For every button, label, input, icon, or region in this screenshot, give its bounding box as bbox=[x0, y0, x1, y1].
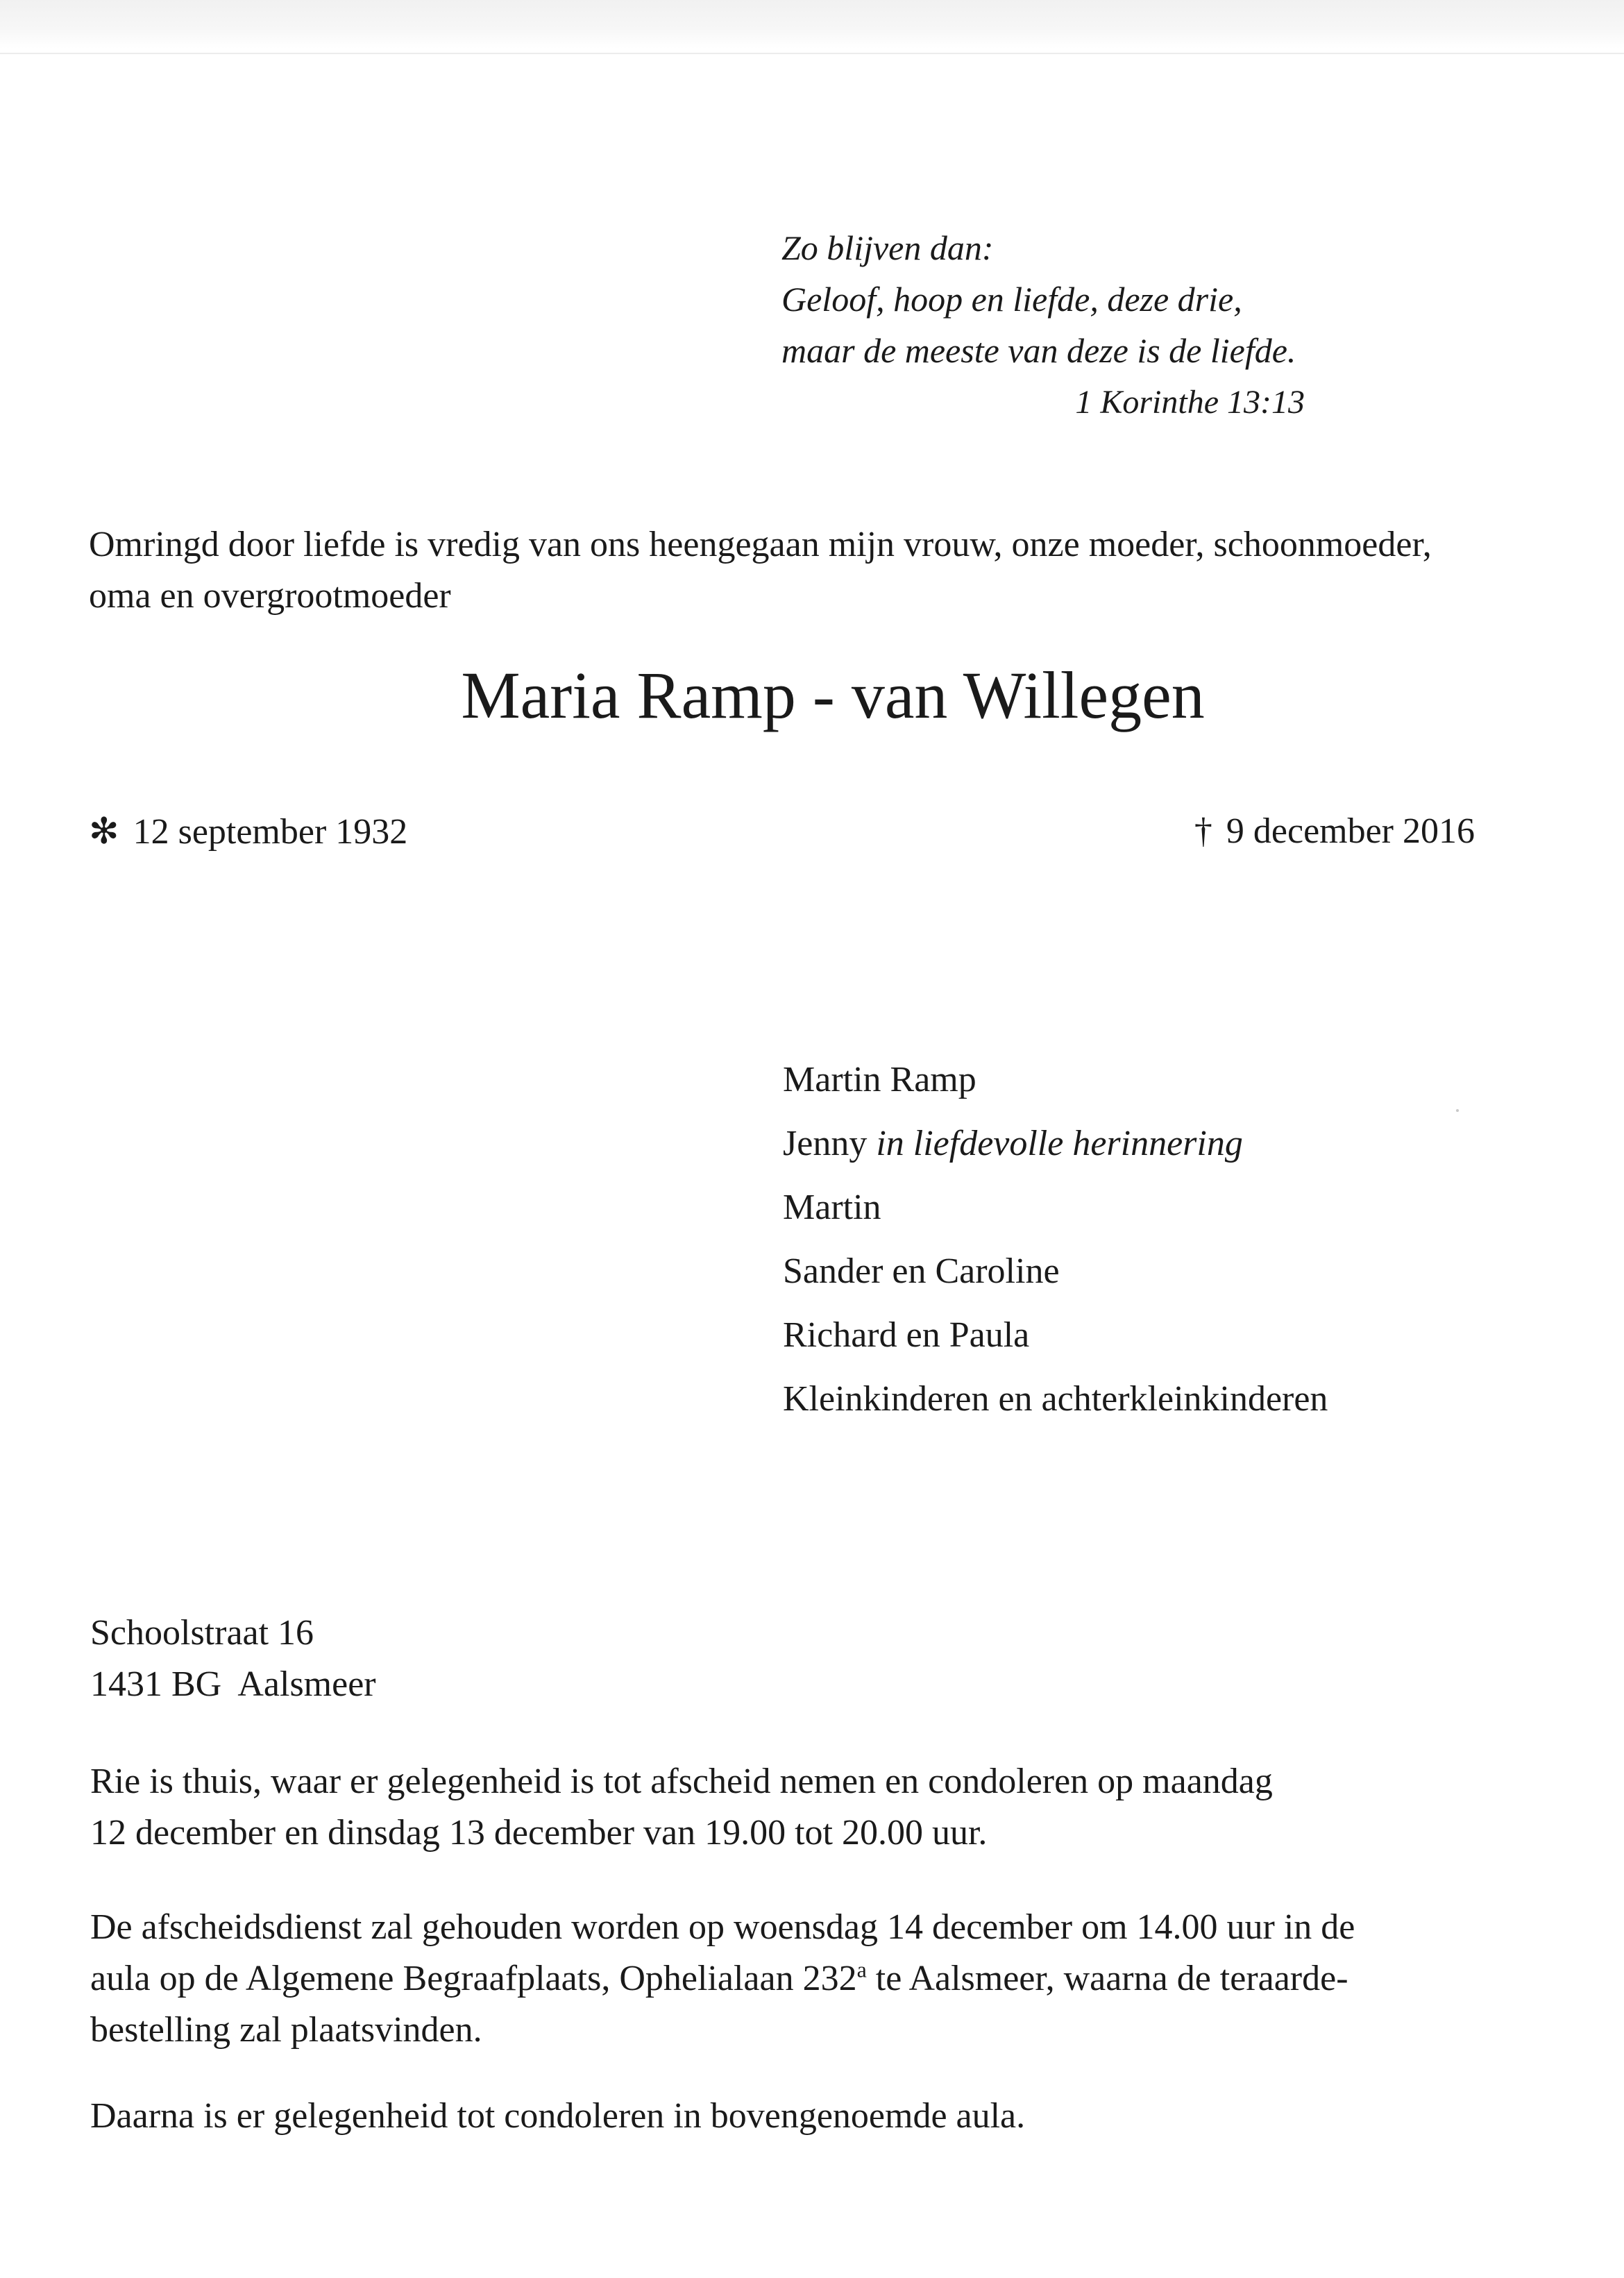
scan-edge-line bbox=[0, 53, 1624, 54]
death-date-text: 9 december 2016 bbox=[1226, 811, 1475, 851]
birth-date bbox=[89, 811, 407, 852]
bible-quote bbox=[781, 222, 1296, 376]
quote-line: maar de meeste van deze is de liefde. bbox=[781, 331, 1296, 370]
scan-edge bbox=[0, 0, 1624, 49]
service-paragraph bbox=[90, 1902, 1492, 2056]
death-date bbox=[1194, 811, 1475, 852]
paragraph-line bbox=[90, 1953, 1492, 2005]
intro-line: Omringd door liefde is vredig van ons heengegaan mijn vrouw, onze moeder, schoonmoeder, bbox=[89, 525, 1432, 564]
family-member: Sander en Caroline bbox=[783, 1251, 1060, 1291]
visitation-paragraph bbox=[90, 1756, 1492, 1859]
family-member: Martin Ramp bbox=[783, 1060, 976, 1099]
memorial-note: in liefdevolle herinnering bbox=[876, 1124, 1243, 1163]
paragraph-line: Rie is thuis, waar er gelegenheid is tot afscheid nemen en condoleren op maandag bbox=[90, 1762, 1273, 1801]
family-member: Kleinkinderen en achterkleinkinderen bbox=[783, 1379, 1328, 1419]
address-block bbox=[90, 1608, 376, 1710]
superscript: a bbox=[856, 1957, 867, 1982]
deceased-name: Maria Ramp - van Willegen bbox=[461, 658, 1205, 732]
family-member-name: Jenny bbox=[783, 1124, 868, 1163]
birth-star-icon: ✻ bbox=[89, 812, 119, 852]
paragraph-line: bestelling zal plaatsvinden. bbox=[90, 2010, 482, 2050]
intro-text bbox=[89, 519, 1512, 622]
quote-line: Geloof, hoop en liefde, deze drie, bbox=[781, 280, 1242, 319]
birth-date-text: 12 september 1932 bbox=[133, 812, 408, 852]
family-list bbox=[783, 1048, 1328, 1431]
family-member: Martin bbox=[783, 1188, 881, 1227]
paragraph-segment: te Aalsmeer, waarna de teraarde- bbox=[866, 1959, 1348, 1998]
death-cross-icon: † bbox=[1194, 811, 1212, 851]
address-city: 1431 BG Aalsmeer bbox=[90, 1664, 376, 1704]
condolence-paragraph: Daarna is er gelegenheid tot condoleren in bovengenoemde aula. bbox=[90, 2096, 1026, 2136]
paragraph-line: 12 december en dinsdag 13 december van 19.00 tot 20.00 uur. bbox=[90, 1813, 988, 1853]
family-member: Richard en Paula bbox=[783, 1315, 1030, 1355]
family-member bbox=[783, 1112, 1328, 1176]
quote-reference: 1 Korinthe 13:13 bbox=[1075, 384, 1305, 421]
scan-speck bbox=[1456, 1109, 1459, 1112]
intro-line: oma en overgrootmoeder bbox=[89, 576, 451, 616]
paragraph-line: De afscheidsdienst zal gehouden worden op woensdag 14 december om 14.00 uur in de bbox=[90, 1907, 1355, 1947]
quote-line: Zo blijven dan: bbox=[781, 228, 994, 267]
paragraph-segment: aula op de Algemene Begraafplaats, Ophelialaan 232 bbox=[90, 1959, 857, 1998]
address-street: Schoolstraat 16 bbox=[90, 1613, 314, 1653]
